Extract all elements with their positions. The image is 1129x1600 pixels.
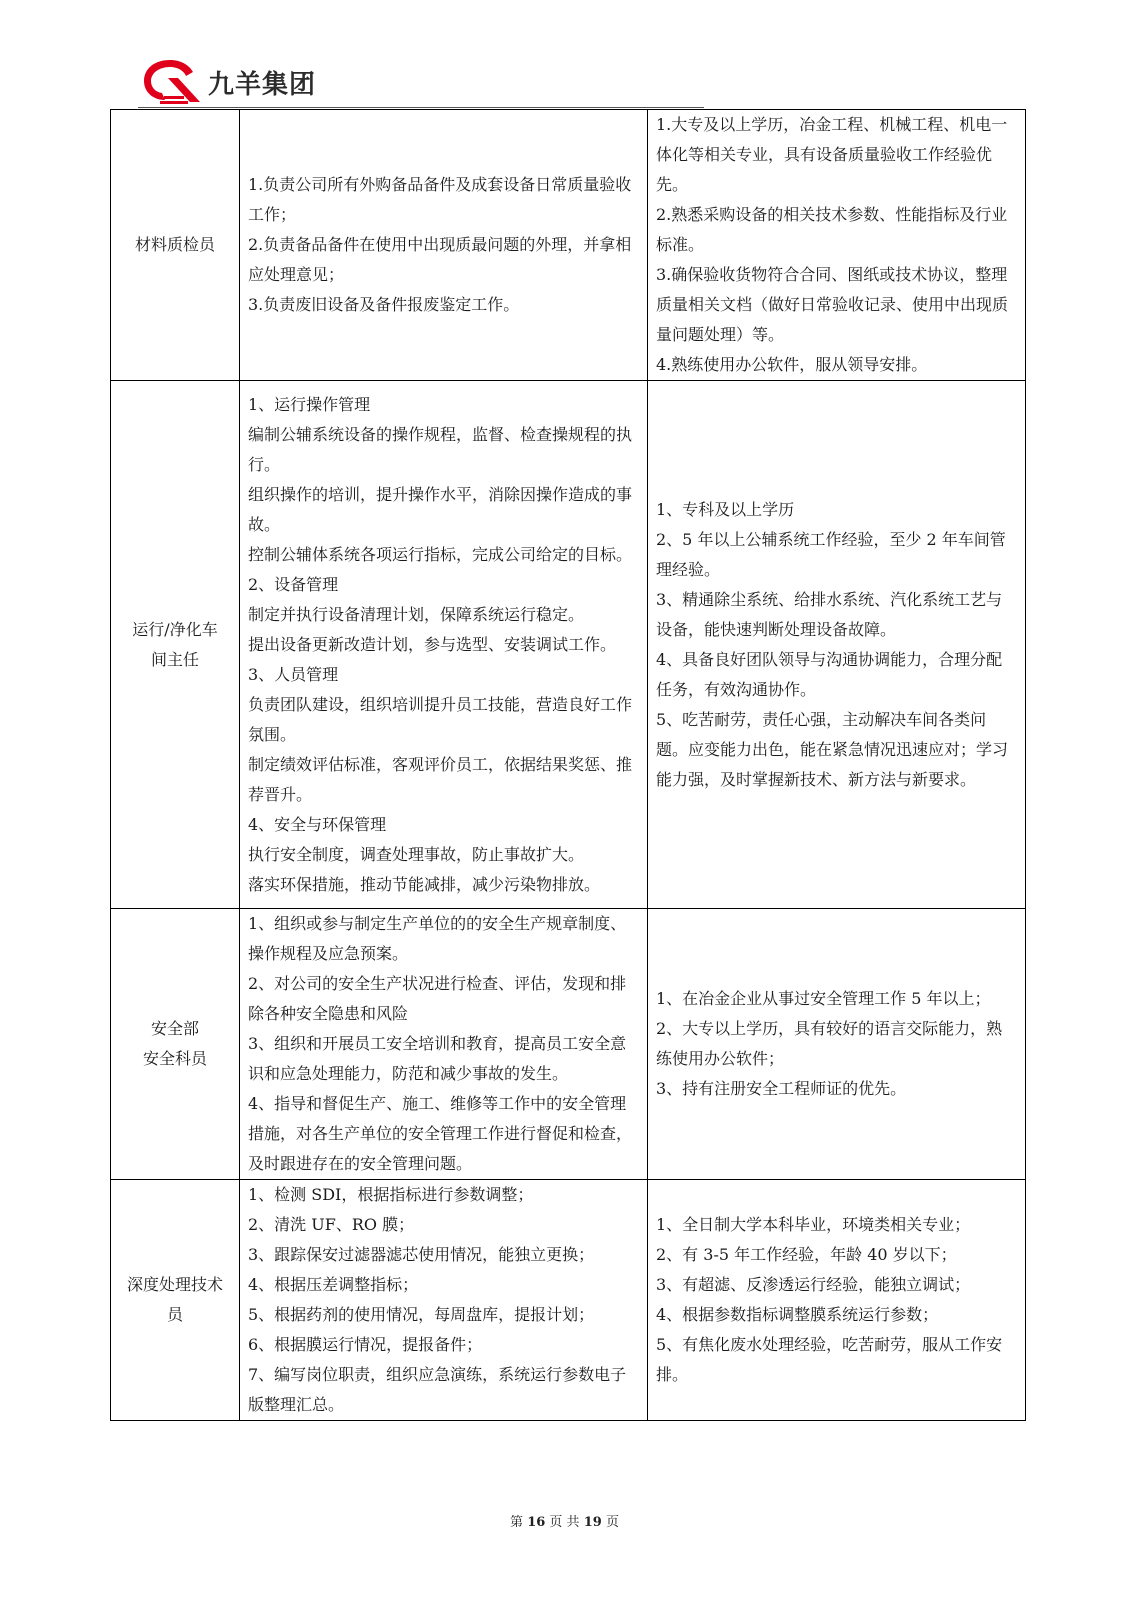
duty-line: 1、运行操作管理 — [248, 394, 371, 414]
position-cell — [111, 110, 240, 381]
duty-line: 提出设备更新改造计划，参与选型、安装调试工作。 — [248, 634, 617, 654]
requirement-line: 3、持有注册安全工程师证的优先。 — [656, 1079, 907, 1098]
duties-cell — [240, 110, 648, 381]
page-total: 19 — [583, 1515, 602, 1530]
position-title: 深度处理技术 — [126, 1275, 223, 1294]
requirement-line: 5、有焦化废水处理经验，吃苦耐劳，服从工作安排。 — [656, 1335, 1003, 1384]
page-header — [138, 52, 1038, 108]
duty-line: 2、清洗 UF、RO 膜； — [248, 1215, 415, 1234]
duties-cell — [240, 381, 648, 909]
table-row — [111, 1180, 1026, 1421]
position-title: 间主任 — [150, 649, 199, 669]
company-name: 九羊集团 — [208, 70, 317, 100]
duty-line: 2、设备管理 — [248, 574, 339, 594]
requirement-line: 3、有超滤、反渗透运行经验，能独立调试； — [656, 1275, 971, 1294]
footer-prefix: 第 — [510, 1515, 524, 1530]
duty-line: 编制公辅系统设备的操作规程，监督、检查操规程的执行。 — [248, 424, 633, 474]
requirements-cell — [648, 110, 1026, 381]
requirement-line: 1、专科及以上学历 — [656, 499, 795, 519]
duty-line: 1.负责公司所有外购备品备件及成套设备日常质量验收工作； — [248, 175, 632, 224]
requirement-line: 1.大专及以上学历，冶金工程、机械工程、机电一体化等相关专业，具有设备质量验收工作经验优先。 — [656, 115, 1008, 194]
position-title: 材料质检员 — [134, 235, 215, 254]
duty-line: 控制公辅体系统各项运行指标，完成公司给定的目标。 — [248, 544, 633, 564]
duty-line: 1、组织或参与制定生产单位的的安全生产规章制度、操作规程及应急预案。 — [248, 914, 627, 963]
requirements-cell — [648, 1180, 1026, 1421]
requirement-line: 2、大专以上学历，具有较好的语言交际能力，熟练使用办公软件； — [656, 1019, 1003, 1068]
requirement-line: 3、精通除尘系统、给排水系统、汽化系统工艺与设备，能快速判断处理设备故障。 — [656, 589, 1003, 639]
duty-line: 负责团队建设，组织培训提升员工技能，营造良好工作氛围。 — [248, 694, 633, 744]
requirements-cell — [648, 381, 1026, 909]
duty-line: 执行安全制度，调查处理事故，防止事故扩大。 — [248, 844, 585, 864]
requirement-line: 2.熟悉采购设备的相关技术参数、性能指标及行业标准。 — [656, 205, 1008, 254]
job-requirements-table — [110, 109, 1026, 1421]
table-row — [111, 909, 1026, 1180]
duty-line: 落实环保措施，推动节能减排，减少污染物排放。 — [248, 874, 601, 894]
duty-line: 5、根据药剂的使用情况，每周盘库，提报计划； — [248, 1305, 595, 1324]
header-divider — [138, 107, 704, 108]
table-row — [111, 381, 1026, 909]
duty-line: 3、跟踪保安过滤器滤芯使用情况，能独立更换； — [248, 1245, 595, 1264]
duty-line: 1、检测 SDI，根据指标进行参数调整； — [248, 1185, 534, 1204]
duty-line: 4、指导和督促生产、施工、维修等工作中的安全管理措施，对各生产单位的安全管理工作进行督促和检查，及时跟进存在的安全管理问题。 — [248, 1094, 633, 1173]
requirement-line: 3.确保验收货物符合合同、图纸或技术协议，整理质量相关文档（做好日常验收记录、使用中出现质量问题处理）等。 — [656, 265, 1009, 344]
duties-cell — [240, 909, 648, 1180]
page-footer — [0, 1511, 1129, 1530]
duty-line: 4、安全与环保管理 — [248, 814, 387, 834]
requirement-line: 1、全日制大学本科毕业，环境类相关专业； — [656, 1215, 971, 1234]
duty-line: 4、根据压差调整指标； — [248, 1275, 419, 1294]
requirement-line: 2、有 3-5 年工作经验，年龄 40 岁以下； — [656, 1245, 957, 1264]
requirement-line: 1、在冶金企业从事过安全管理工作 5 年以上； — [656, 989, 991, 1008]
duty-line: 2、对公司的安全生产状况进行检查、评估，发现和排除各种安全隐患和风险 — [248, 974, 627, 1023]
requirement-line: 4.熟练使用办公软件，服从领导安排。 — [656, 355, 928, 374]
page-number: 16 — [527, 1515, 546, 1530]
requirements-cell — [648, 909, 1026, 1180]
duty-line: 3、组织和开展员工安全培训和教育，提高员工安全意识和应急处理能力，防范和减少事故的发生。 — [248, 1034, 627, 1083]
requirement-line: 4、根据参数指标调整膜系统运行参数； — [656, 1305, 939, 1324]
duty-line: 3、人员管理 — [248, 664, 339, 684]
duty-line: 6、根据膜运行情况，提报备件； — [248, 1335, 483, 1354]
requirement-line: 5、吃苦耐劳，责任心强，主动解决车间各类问题。应变能力出色，能在紧急情况迅速应对；学习能力强，及时掌握新技术、新方法与新要求。 — [656, 709, 1009, 789]
duty-line: 组织操作的培训，提升操作水平，消除因操作造成的事故。 — [248, 484, 633, 534]
position-cell — [111, 909, 240, 1180]
position-title: 安全科员 — [142, 1049, 207, 1068]
footer-suffix: 页 — [605, 1515, 619, 1530]
duty-line: 3.负责废旧设备及备件报废鉴定工作。 — [248, 295, 520, 314]
position-cell — [111, 1180, 240, 1421]
position-title: 运行/净化车 — [132, 619, 218, 639]
position-title: 员 — [166, 1305, 183, 1324]
footer-mid: 页 共 — [549, 1515, 580, 1530]
duty-line: 7、编写岗位职责，组织应急演练，系统运行参数电子版整理汇总。 — [248, 1365, 627, 1414]
duty-line: 制定并执行设备清理计划，保障系统运行稳定。 — [248, 604, 585, 624]
jiuyang-logo-icon — [140, 56, 204, 106]
duty-line: 2.负责备品备件在使用中出现质最问题的外理，并拿相应处理意见； — [248, 235, 632, 284]
requirement-line: 4、具备良好团队领导与沟通协调能力，合理分配任务，有效沟通协作。 — [656, 649, 1003, 699]
position-cell — [111, 381, 240, 909]
duty-line: 制定绩效评估标准，客观评价员工，依据结果奖惩、推荐晋升。 — [248, 754, 633, 804]
requirement-line: 2、5 年以上公辅系统工作经验，至少 2 年车间管理经验。 — [656, 529, 1006, 579]
duties-cell — [240, 1180, 648, 1421]
table-row — [111, 110, 1026, 381]
position-title: 安全部 — [150, 1019, 199, 1038]
